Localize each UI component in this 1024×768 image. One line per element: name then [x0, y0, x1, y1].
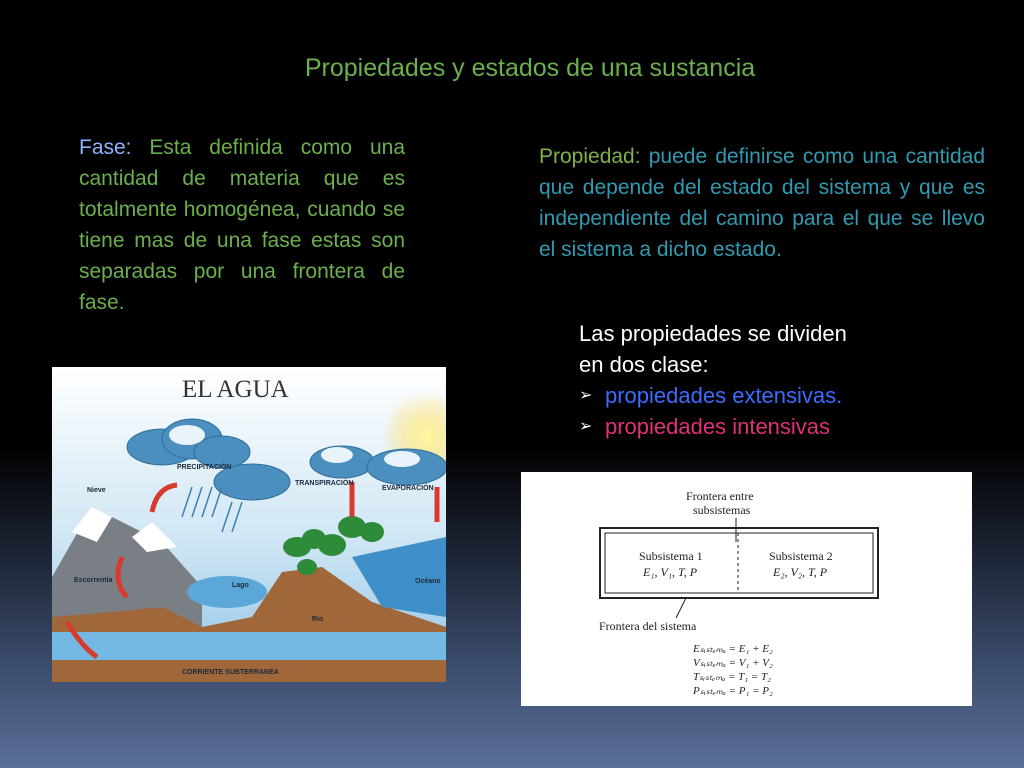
water-title: EL AGUA — [182, 376, 289, 403]
list-item — [579, 380, 909, 411]
frontera-subsistemas-line2: subsistemas — [693, 503, 751, 517]
label-transpiracion: TRANSPIRACIÓN — [295, 480, 354, 487]
classes-intro-line1: Las propiedades se dividen — [579, 321, 847, 346]
fase-text: Esta definida como una cantidad de materia que es totalmente homogénea, cuando se tiene mas de una fase estas son separadas por una frontera de fase. — [79, 136, 405, 314]
label-evaporacion: EVAPORACIÓN — [382, 485, 434, 492]
equation-temperature: Tₛᵢₛₜₑₘₐ = T₁ = T₂ — [693, 671, 771, 683]
list-item — [579, 411, 909, 442]
propiedad-text: puede definirse como una cantidad que depende del estado del sistema y que es independiente del camino para el que se llevo el sistema a dicho estado. — [539, 145, 985, 261]
arrow-bullet-icon: ➢ — [579, 418, 593, 435]
equation-pressure: Pₛᵢₛₜₑₘₐ = P₁ = P₂ — [693, 685, 773, 697]
label-rio: Río — [312, 616, 324, 623]
slide-title: Propiedades y estados de una sustancia — [304, 54, 756, 82]
fase-paragraph — [79, 132, 405, 318]
subsistema-1-vars: E₁, V₁, T, P — [643, 565, 698, 579]
subsistema-2-title: Subsistema 2 — [769, 549, 833, 563]
water-cycle-image — [52, 367, 446, 682]
property-classes — [579, 318, 909, 442]
label-oceano: Océano — [415, 578, 441, 585]
fase-term: Fase: — [79, 136, 132, 159]
propiedad-paragraph — [539, 141, 985, 265]
equation-volume: Vₛᵢₛₜₑₘₐ = V₁ + V₂ — [693, 657, 773, 669]
label-nieve: Nieve — [87, 487, 106, 494]
equation-energy: Eₛᵢₛₜₑₘₐ = E₁ + E₂ — [693, 643, 773, 655]
classes-intro-line2: en dos clase: — [579, 352, 709, 377]
propiedad-term: Propiedad: — [539, 145, 641, 168]
frontera-sistema: Frontera del sistema — [599, 619, 697, 633]
subsistema-1-title: Subsistema 1 — [639, 549, 703, 563]
label-lago: Lago — [232, 582, 249, 589]
subsistema-2-vars: E₂, V₂, T, P — [773, 565, 828, 579]
label-corriente: CORRIENTE SUBTERRANEA — [182, 669, 279, 676]
arrow-bullet-icon: ➢ — [579, 387, 593, 404]
label-precipitacion: PRECIPITACIÓN — [177, 464, 232, 471]
system-diagram — [521, 472, 972, 706]
frontera-subsistemas-line1: Frontera entre — [686, 489, 754, 503]
extensive-properties: propiedades extensivas. — [605, 383, 843, 408]
intensive-properties: propiedades intensivas — [605, 414, 831, 439]
label-escorrentia: Escorrentía — [74, 577, 113, 584]
